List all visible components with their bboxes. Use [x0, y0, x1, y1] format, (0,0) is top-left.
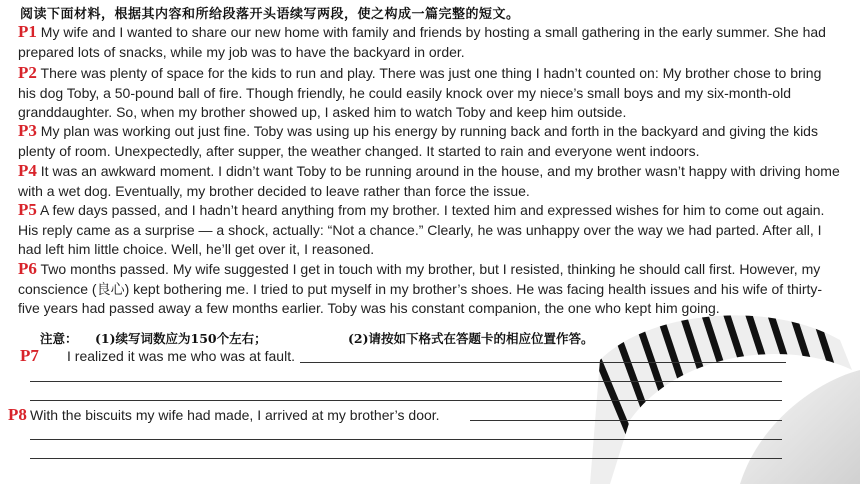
note-item-1: (1)续写词数应为150个左右； — [95, 331, 267, 346]
paragraph-text: My plan was working out just fine. Toby was using up his energy by running back and forth in the backyard and giving the kids plenty of room. Unexpectedly, after supper, the weather changed. It started to rain and everyone went indoors. — [18, 123, 818, 159]
continuation-label-p8: P8 — [8, 405, 27, 424]
answer-line[interactable] — [30, 381, 782, 382]
instruction-title: 阅读下面材料，根据其内容和所给段落开头语续写两段，使之构成一篇完整的短文。 — [20, 7, 520, 22]
answer-line[interactable] — [30, 400, 782, 401]
paragraph-label: P2 — [18, 63, 37, 82]
paragraph-text: A few days passed, and I hadn’t heard anything from my brother. I texted him and expressed wishes for him to come out again. His reply came as a surprise — a shock, actually: “Not a chance.” Clearly, he was unhappy over the way we had parted. After all, I had left him little choice. Well, he’ll get over it, I reasoned. — [18, 202, 825, 257]
answer-line[interactable] — [30, 439, 782, 440]
answer-line[interactable] — [470, 420, 782, 421]
paragraph-label: P3 — [18, 121, 37, 140]
paragraph-1 — [18, 22, 840, 62]
paragraph-label: P5 — [18, 200, 37, 219]
paragraph-3 — [18, 121, 840, 161]
continuation-starter-p7: I realized it was me who was at fault. — [67, 348, 295, 364]
paragraph-label: P6 — [18, 259, 37, 278]
paragraph-4 — [18, 161, 840, 201]
paragraph-2 — [18, 63, 840, 123]
paragraph-text: It was an awkward moment. I didn’t want Toby to be running around in the house, and my brother wasn’t happy with driving home with a wet dog. Eventually, my brother decided to leave rather than force the issue. — [18, 163, 840, 199]
paragraph-text: There was plenty of space for the kids to run and play. There was just one thing I hadn’t counted on: My brother chose to bring his dog Toby, a 50-pound ball of fire. Though friendly, he could easily knock over my niece’s small boys and my six-month-old granddaughter. So, when my brother showed up, I asked him to watch Toby and keep him outside. — [18, 65, 822, 120]
paragraph-text: Two months passed. My wife suggested I get in touch with my brother, but I resisted, thinking he should call first. However, my conscience (良心) kept bothering me. I tried to put myself in my brother’s shoes. He was facing health issues and his wife of thirty-five years had passed away a few months earlier. Toby was his constant companion, the one who kept him going. — [18, 261, 823, 316]
continuation-starter-p8: With the biscuits my wife had made, I arrived at my brother’s door. — [30, 407, 440, 423]
answer-line[interactable] — [300, 362, 786, 363]
paragraph-5 — [18, 200, 840, 260]
note-label: 注意： — [40, 331, 78, 346]
ribbon-decoration — [590, 300, 860, 484]
continuation-label-p7: P7 — [20, 346, 39, 365]
answer-line[interactable] — [30, 458, 782, 459]
paragraph-label: P4 — [18, 161, 37, 180]
note-item-2: (2)请按如下格式在答题卡的相应位置作答。 — [348, 331, 594, 346]
paragraph-label: P1 — [18, 22, 37, 41]
paragraph-text: My wife and I wanted to share our new home with family and friends by hosting a small gathering in the early summer. She had prepared lots of snacks, while my job was to have the backyard in order. — [18, 24, 826, 60]
